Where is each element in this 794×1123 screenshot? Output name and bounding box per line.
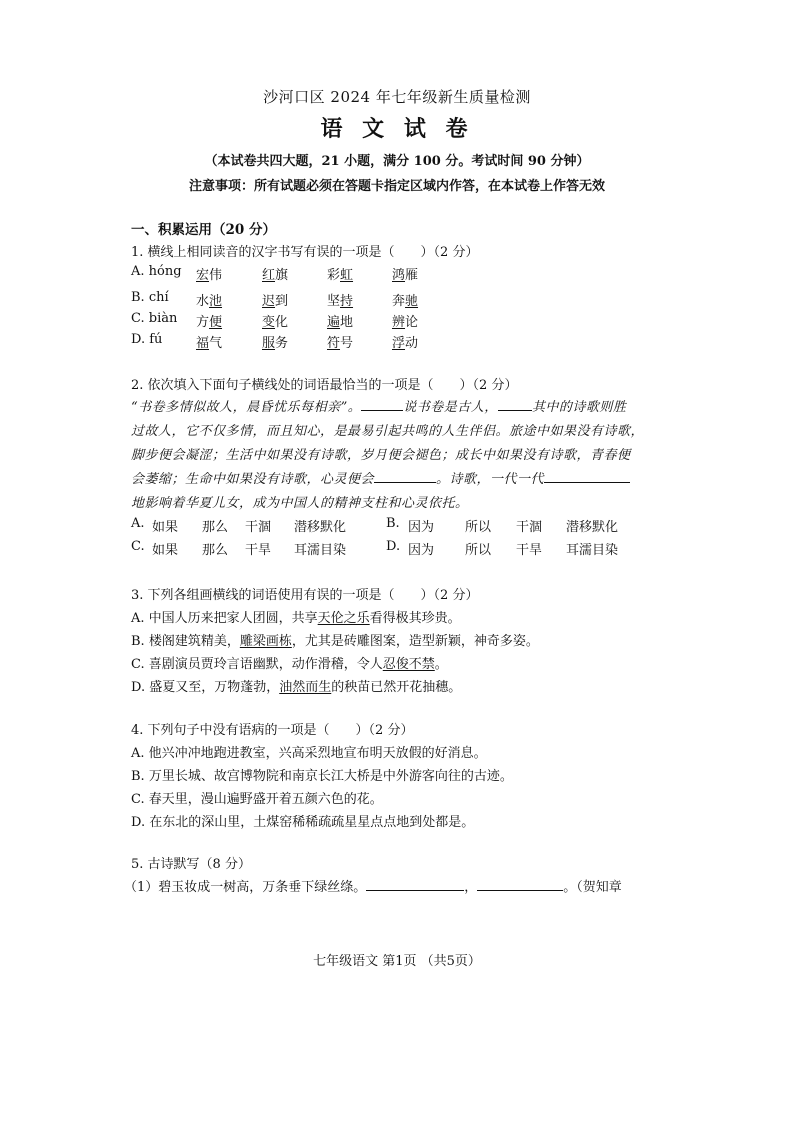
q5-l1: （1）碧玉妆成一树高，万条垂下绿丝绦。 (124, 880, 367, 895)
q1-d-label: D. fú (131, 332, 163, 347)
q4-option-a: A. 他兴冲冲地跑进教室，兴高采烈地宣布明天放假的好消息。 (131, 746, 487, 761)
q3-c-underlined: 忍俊不禁 (382, 657, 435, 672)
q1-d-w4: 浮动 (392, 336, 419, 351)
q3-a-underlined: 天伦之乐 (317, 611, 370, 626)
q2-c-w3: 干旱 (245, 543, 272, 558)
q3-b-post: ，尤其是砖雕图案，造型新颖，神奇多姿。 (291, 634, 539, 649)
q2-d-w2: 所以 (465, 543, 492, 558)
q4-option-b: B. 万里长城、故宫博物院和南京长江大桥是中外游客向往的古迹。 (131, 769, 513, 784)
q1-b-w3: 坚持 (327, 294, 354, 309)
q5-blank-2 (477, 878, 563, 891)
q1-d-w2: 服务 (262, 336, 289, 351)
q2-passage-line-3: 脚步便会凝涩；生活中如果没有诗歌，岁月便会褪色；成长中如果没有诗歌，青春便 (131, 448, 631, 463)
q2-p1c: 其中的诗歌则胜 (531, 400, 627, 415)
q2-c-w4: 耳濡目染 (294, 543, 347, 558)
q4-stem: 4. 下列句子中没有语病的一项是（ ）（2 分） (131, 723, 414, 738)
q3-c-post: 。 (434, 657, 448, 672)
q2-d-w3: 干旱 (516, 543, 543, 558)
q3-d-post: 的秧苗已然开花抽穗。 (331, 680, 462, 695)
q5-sep: ， (464, 880, 478, 895)
q5-stem: 5. 古诗默写（8 分） (131, 857, 251, 872)
q1-b-w2: 迟到 (262, 294, 289, 309)
q2-d-w1: 因为 (408, 543, 435, 558)
page-footer: 七年级语文 第1页 （共5页） (313, 954, 481, 969)
q2-c-w2: 那么 (202, 543, 229, 558)
q3-b-underlined: 雕梁画栋 (239, 634, 292, 649)
q1-a-w4: 鸿雁 (392, 268, 419, 283)
q2-passage-line-5: 地影响着华夏儿女，成为中国人的精神支柱和心灵依托。 (131, 496, 469, 511)
q1-c-w3: 遍地 (327, 315, 354, 330)
exam-info: （本试卷共四大题，21 小题，满分 100 分。考试时间 90 分钟） (204, 154, 590, 169)
exam-notice: 注意事项：所有试题必须在答题卡指定区域内作答，在本试卷上作答无效 (188, 179, 605, 194)
q3-d-underlined: 油然而生 (279, 680, 332, 695)
q2-d-label: D. (386, 539, 401, 554)
q2-a-w4: 潜移默化 (294, 520, 347, 535)
q3-option-b (131, 630, 539, 649)
q2-a-w2: 那么 (202, 520, 229, 535)
q2-stem: 2. 依次填入下面句子横线处的词语最恰当的一项是（ ）（2 分） (131, 378, 518, 393)
q1-b-w4: 奔驰 (392, 294, 419, 309)
q2-passage-line-1 (131, 396, 626, 415)
q2-passage-line-4 (131, 468, 630, 487)
q2-blank-4 (544, 470, 630, 483)
q2-b-w1: 因为 (408, 520, 435, 535)
q2-c-label: C. (131, 539, 145, 554)
q3-option-d (131, 676, 461, 695)
q2-b-w4: 潜移默化 (566, 520, 619, 535)
q2-blank-2 (498, 398, 532, 411)
q1-a-w2: 红旗 (262, 268, 289, 283)
q5-blank-1 (366, 878, 464, 891)
q2-a-w1: 如果 (152, 520, 179, 535)
q5-end: 。（贺知章 (563, 880, 622, 895)
q2-b-label: B. (386, 516, 400, 531)
q1-c-w4: 辨论 (392, 315, 419, 330)
q1-c-label: C. biàn (131, 311, 178, 326)
q1-a-label: A. hóng (131, 264, 182, 279)
q2-c-w1: 如果 (152, 543, 179, 558)
q2-a-w3: 干涸 (245, 520, 272, 535)
q1-d-w3: 符号 (327, 336, 354, 351)
q2-p4b: 。诗歌，一代一代 (436, 472, 545, 487)
q2-p1b: 说书卷是古人， (403, 400, 498, 415)
q4-option-c: C. 春天里，漫山遍野盛开着五颜六色的花。 (131, 792, 383, 807)
q2-passage-line-2: 过故人，它不仅多情，而且知心，是最易引起共鸣的人生伴侣。旅途中如果没有诗歌， (131, 424, 645, 439)
q1-d-w1: 福气 (196, 336, 223, 351)
q2-b-w3: 干涸 (516, 520, 543, 535)
q1-c-w2: 变化 (262, 315, 289, 330)
q1-b-label: B. chí (131, 290, 169, 305)
q3-option-c (131, 653, 448, 672)
q3-c-pre: C. 喜剧演员贾玲言语幽默，动作滑稽，令人 (131, 657, 383, 672)
q2-p4a: 会萎缩；生命中如果没有诗歌，心灵便会 (131, 472, 375, 487)
q2-d-w4: 耳濡目染 (566, 543, 619, 558)
q3-b-pre: B. 楼阁建筑精美， (131, 634, 240, 649)
q1-b-w1: 水池 (196, 294, 223, 309)
q3-stem: 3. 下列各组画横线的词语使用有误的一项是（ ）（2 分） (131, 588, 479, 603)
q1-stem: 1. 横线上相同读音的汉字书写有误的一项是（ ）（2 分） (131, 245, 479, 260)
q3-option-a (131, 607, 461, 626)
q3-a-pre: A. 中国人历来把家人团圆，共享 (131, 611, 318, 626)
page-title: 语 文 试 卷 (320, 116, 474, 142)
q1-a-w1: 宏伟 (196, 268, 223, 283)
q2-blank-3 (374, 470, 436, 483)
q2-a-label: A. (131, 516, 145, 531)
q2-blank-1 (361, 398, 403, 411)
q1-a-w3: 彩虹 (327, 268, 354, 283)
q2-b-w2: 所以 (465, 520, 492, 535)
q2-p1a: “书卷多情似故人，晨昏忧乐每相亲”。 (131, 400, 362, 415)
q4-option-d: D. 在东北的深山里，土煤窑稀稀疏疏星星点点地到处都是。 (131, 815, 475, 830)
exam-school-title: 沙河口区 2024 年七年级新生质量检测 (263, 88, 531, 106)
q3-a-post: 看得极其珍贵。 (369, 611, 461, 626)
section-1-title: 一、积累运用（20 分） (131, 222, 276, 238)
q5-line-1 (124, 876, 622, 895)
q3-d-pre: D. 盛夏又至，万物蓬勃， (131, 680, 280, 695)
q1-c-w1: 方便 (196, 315, 223, 330)
